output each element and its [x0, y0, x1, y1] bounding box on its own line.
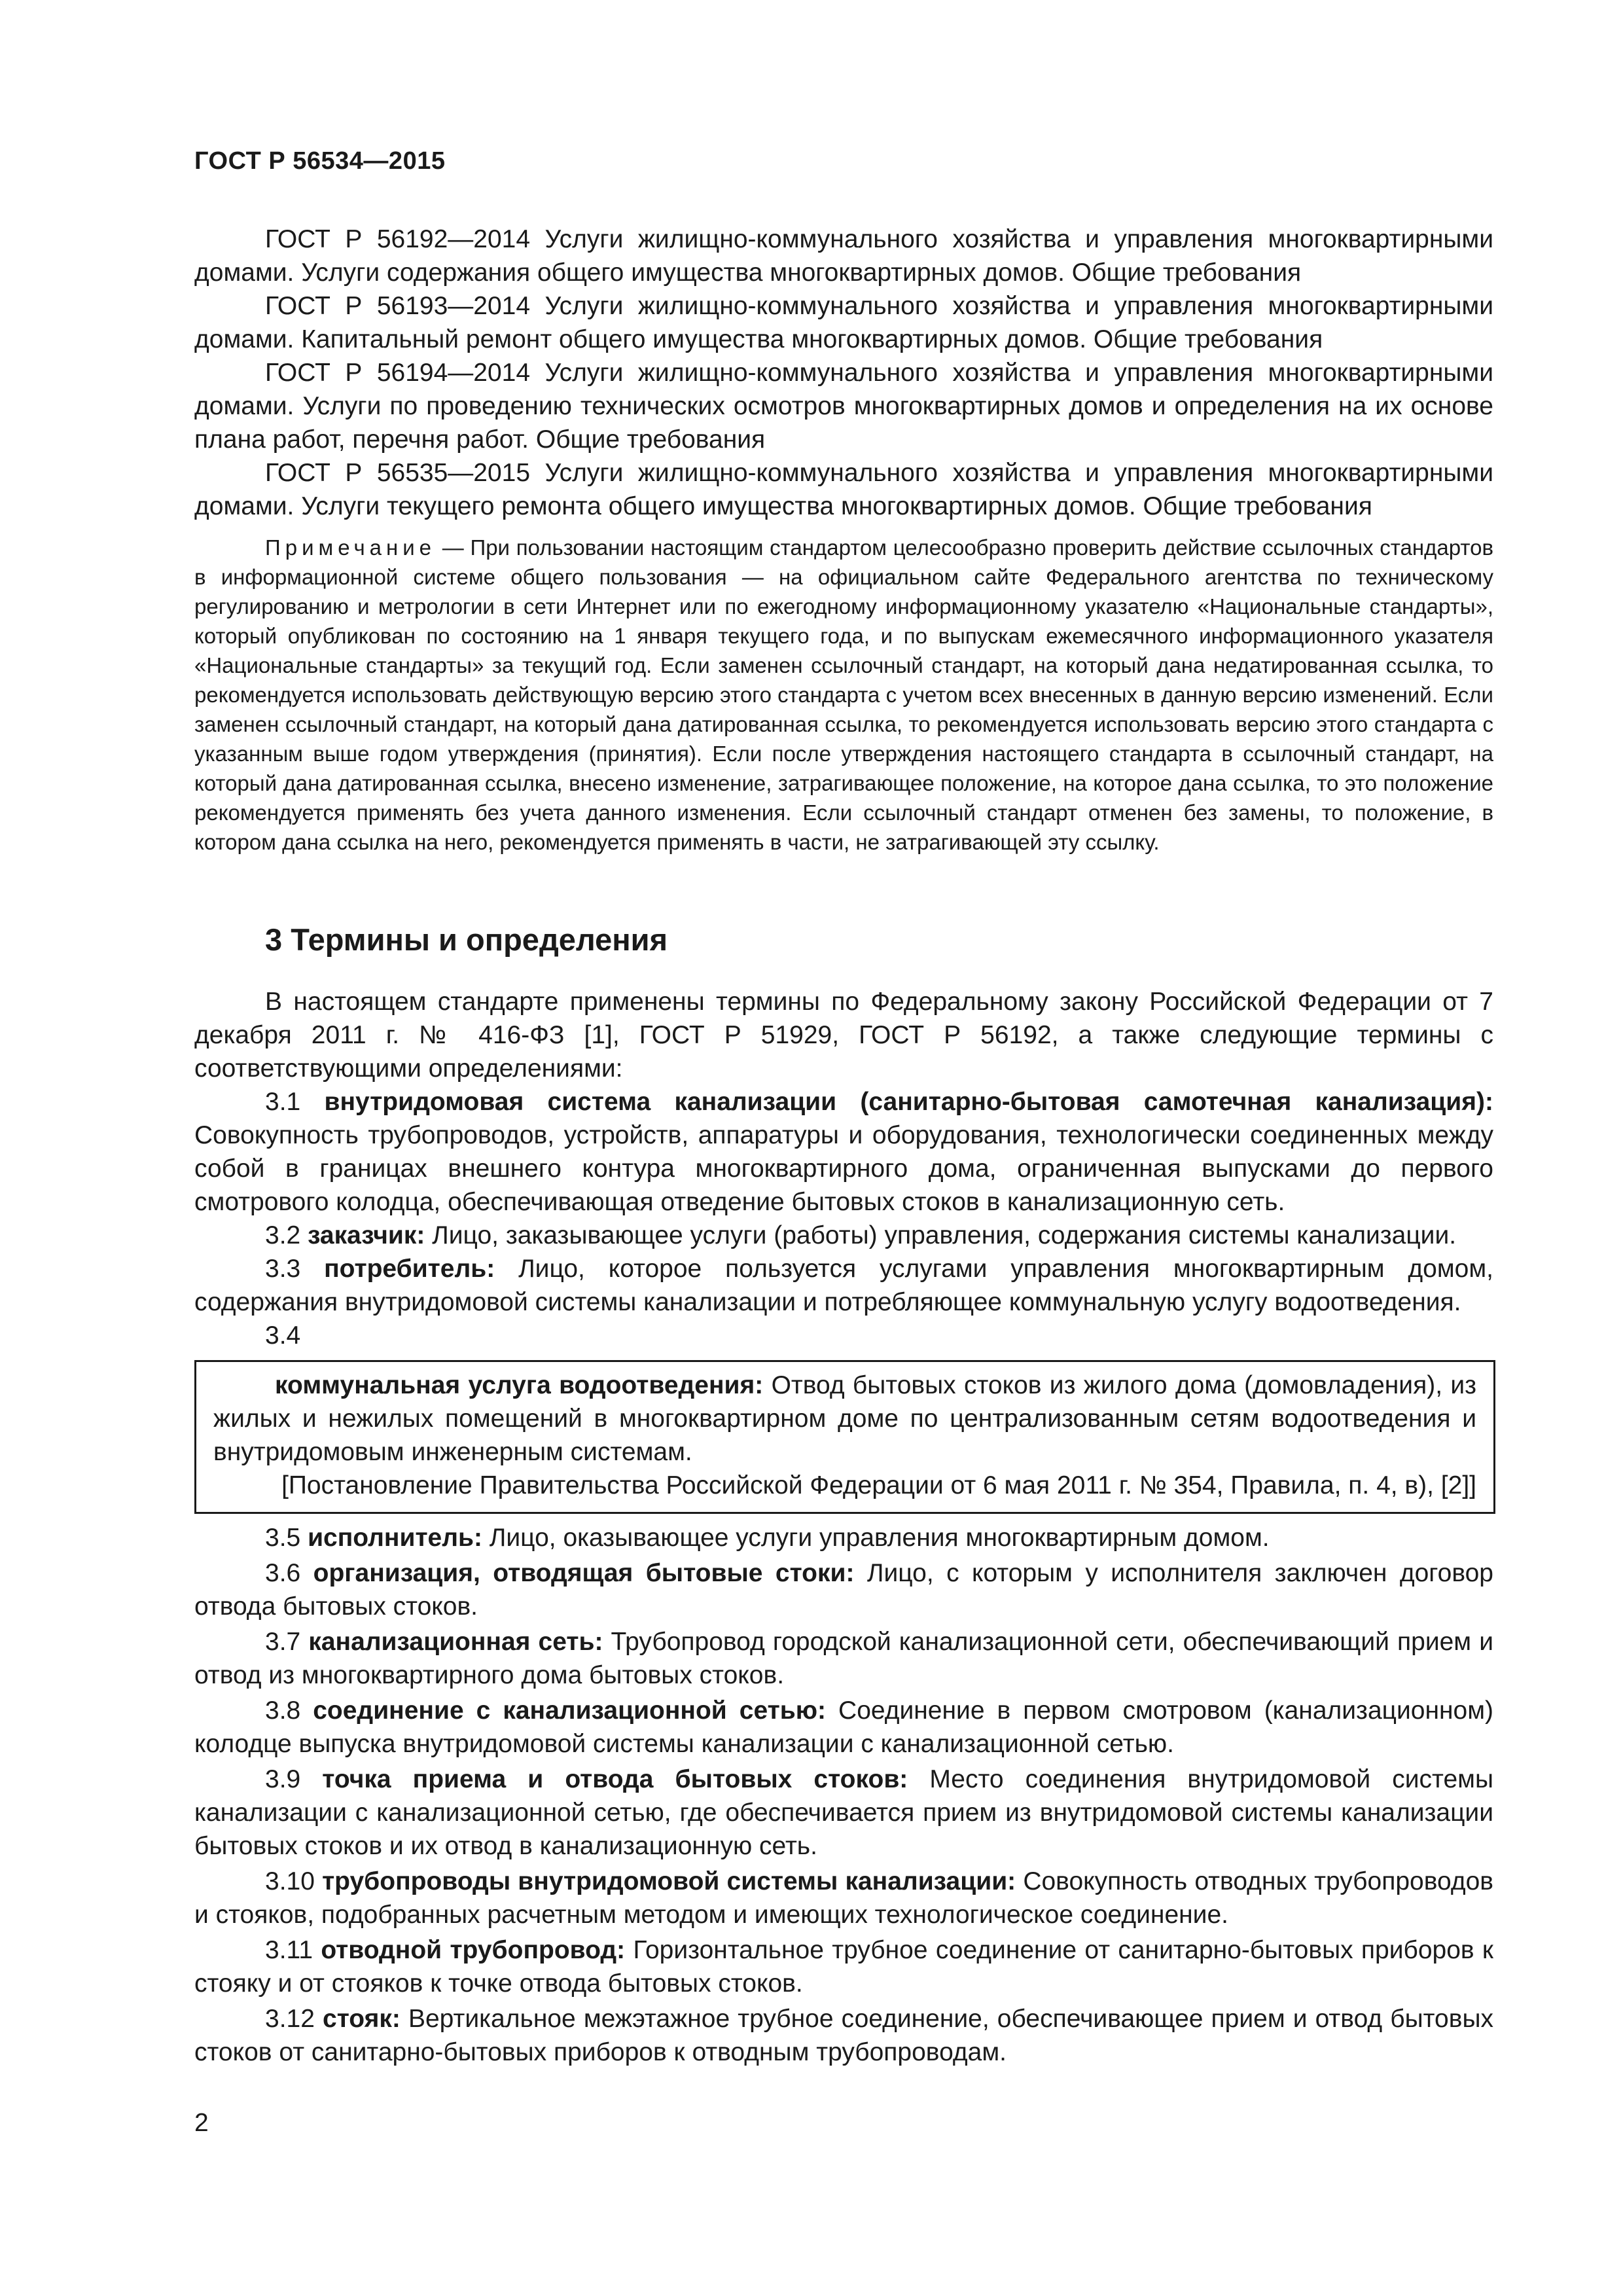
term-number: 3.7 — [265, 1628, 301, 1656]
term-definition: Лицо, которое пользуется услугами управления многоквартирным домом, содержания внутридомовой системы канализации и потребляющее коммунальную услугу водоотведения. — [194, 1255, 1493, 1316]
reference-item: ГОСТ Р 56192—2014 Услуги жилищно-коммунального хозяйства и управления многоквартирными домами. Услуги содержания общего имущества многоквартирных домов. Общие требования — [194, 225, 1493, 287]
term-name: трубопроводы внутридомовой системы канализации: — [322, 1867, 1016, 1895]
term-definition: Совокупность отводных трубопроводов и стояков, подобранных расчетным методом и имеющих технологическое соединение. — [194, 1867, 1493, 1929]
term-number: 3.1 — [265, 1088, 301, 1116]
term-definition: Место соединения внутридомовой системы канализации с канализационной сетью, где обеспечивается прием из внутридомовой системы канализации бытовых стоков и их отвод в канализационную сеть. — [194, 1765, 1493, 1860]
intro-paragraph: В настоящем стандарте применены термины по Федеральному закону Российской Федерации от 7 декабря 2011 г. № 416-ФЗ [1], ГОСТ Р 51929, ГОСТ Р 56192, а также следующие термины с соответствующими определениями: — [194, 988, 1493, 1083]
reference-item: ГОСТ Р 56535—2015 Услуги жилищно-коммунального хозяйства и управления многоквартирными домами. Услуги текущего ремонта общего имущества многоквартирных домов. Общие требования — [194, 459, 1493, 520]
term-name: канализационная сеть: — [308, 1628, 603, 1656]
term-number: 3.10 — [265, 1867, 315, 1895]
note-text: — При пользовании настоящим стандартом целесообразно проверить действие ссылочных стандартов в информационной системе общего пользования — на официальном сайте Федерального агентства по техническому регулированию и метрологии в сети Интернет или по ежегодному информационному указателю «Национальные стандарты», который опубликован по состоянию на 1 января текущего года, и по выпускам ежемесячного информационного указателя «Национальные стандарты» за текущий год. Если заменен ссылочный стандарт, на который дана недатированная ссылка, то рекомендуется использовать действующую версию этого стандарта с учетом всех внесенных в данную версию изменений. Если заменен ссылочный стандарт, на который дана датированная ссылка, то рекомендуется использовать версию этого стандарта с указанным выше годом утверждения (принятия). Если после утверждения настоящего стандарта в ссылочный стандарт, на который дана датированная ссылка, внесено изменение, затрагивающее положение, на которое дана ссылка, то это положение рекомендуется применять без учета данного изменения. Если ссылочный стандарт отменен без замены, то положение, в котором дана ссылка на него, рекомендуется применять в части, не затрагивающей эту ссылку. — [194, 535, 1493, 854]
section-title: 3 Термины и определения — [265, 922, 668, 957]
term-paragraph — [194, 1085, 1493, 1219]
term-number: 3.3 — [265, 1255, 301, 1283]
term-definition: Лицо, оказывающее услуги управления многоквартирным домом. — [482, 1524, 1270, 1552]
page-number: 2 — [194, 2109, 209, 2137]
term-number: 3.9 — [265, 1765, 301, 1793]
reference-item: ГОСТ Р 56193—2014 Услуги жилищно-коммунального хозяйства и управления многоквартирными домами. Капитальный ремонт общего имущества многоквартирных домов. Общие требования — [194, 292, 1493, 353]
term-paragraph — [194, 2002, 1493, 2069]
term-paragraph — [194, 1556, 1493, 1623]
term-definition: Лицо, с которым у исполнителя заключен договор отвода бытовых стоков. — [194, 1559, 1494, 1621]
term-paragraph — [194, 1625, 1493, 1692]
term-definition: Лицо, заказывающее услуги (работы) управления, содержания системы канализации. — [425, 1221, 1457, 1249]
term-name: стояк: — [323, 2005, 401, 2033]
note-block — [194, 533, 1493, 857]
quoted-term-box — [194, 1360, 1495, 1514]
term-paragraph — [194, 1694, 1493, 1761]
term-paragraph — [194, 1865, 1493, 1931]
term-name: точка приема и отвода бытовых стоков: — [322, 1765, 908, 1793]
term-name: коммунальная услуга водоотведения: — [275, 1371, 764, 1399]
term-name: исполнитель: — [308, 1524, 482, 1552]
term-definition: Отвод бытовых стоков из жилого дома (домовладения), из жилых и нежилых помещений в многоквартирном доме по централизованным сетям водоотведения и внутридомовым инженерным системам. — [213, 1371, 1477, 1466]
term-name: внутридомовая система канализации (санитарно-бытовая самотечная канализация): — [324, 1088, 1493, 1116]
term-paragraph — [194, 1763, 1493, 1863]
term-name: отводной трубопровод: — [321, 1936, 626, 1964]
note-paragraph — [194, 533, 1493, 857]
term-number: 3.11 — [265, 1936, 313, 1964]
term-name: заказчик: — [308, 1221, 425, 1249]
term-definition: Трубопровод городской канализационной сети, обеспечивающий прием и отвод из многоквартирного дома бытовых стоков. — [194, 1628, 1493, 1689]
document-header: ГОСТ Р 56534—2015 — [194, 147, 446, 175]
term-paragraph — [194, 1252, 1493, 1319]
term-number: 3.6 — [265, 1559, 301, 1587]
term-definition: Совокупность трубопроводов, устройств, аппаратуры и оборудования, технологически соединенных между собой в границах внешнего контура многоквартирного дома, ограниченная выпусками до первого смотрового колодца, обеспечивающая отведение бытовых стоков в канализационную сеть. — [194, 1121, 1493, 1216]
term-name: соединение с канализационной сетью: — [313, 1696, 827, 1725]
term-source: [Постановление Правительства Российской Федерации от 6 мая 2011 г. № 354, Правила, п. 4, в), [2]] — [281, 1471, 1476, 1499]
normative-references — [194, 223, 1493, 523]
note-label: Примечание — [265, 535, 437, 560]
term-name: организация, отводящая бытовые стоки: — [313, 1559, 855, 1587]
reference-item: ГОСТ Р 56194—2014 Услуги жилищно-коммунального хозяйства и управления многоквартирными домами. Услуги по проведению технических осмотров многоквартирных домов и определения на их основе плана работ, перечня работ. Общие требования — [194, 359, 1493, 454]
term-definition: Горизонтальное трубное соединение от санитарно-бытовых приборов к стояку и от стояков к точке отвода бытовых стоков. — [194, 1936, 1493, 1998]
term-paragraph — [194, 1219, 1493, 1252]
term-paragraph — [194, 1933, 1493, 2000]
terms-list — [194, 1521, 1493, 2071]
term-number: 3.12 — [265, 2005, 315, 2033]
term-number-line: 3.4 — [265, 1321, 301, 1350]
terms-intro-block — [194, 985, 1493, 1352]
term-paragraph — [194, 1521, 1493, 1554]
term-number: 3.2 — [265, 1221, 301, 1249]
term-definition: Вертикальное межэтажное трубное соединение, обеспечивающее прием и отвод бытовых стоков от санитарно-бытовых приборов к отводным трубопроводам. — [194, 2005, 1493, 2066]
boxed-term-paragraph — [213, 1369, 1476, 1469]
term-number: 3.5 — [265, 1524, 301, 1552]
term-definition: Соединение в первом смотровом (канализационном) колодце выпуска внутридомовой системы канализации с канализационной сетью. — [194, 1696, 1494, 1758]
term-name: потребитель: — [324, 1255, 495, 1283]
term-number: 3.8 — [265, 1696, 301, 1725]
